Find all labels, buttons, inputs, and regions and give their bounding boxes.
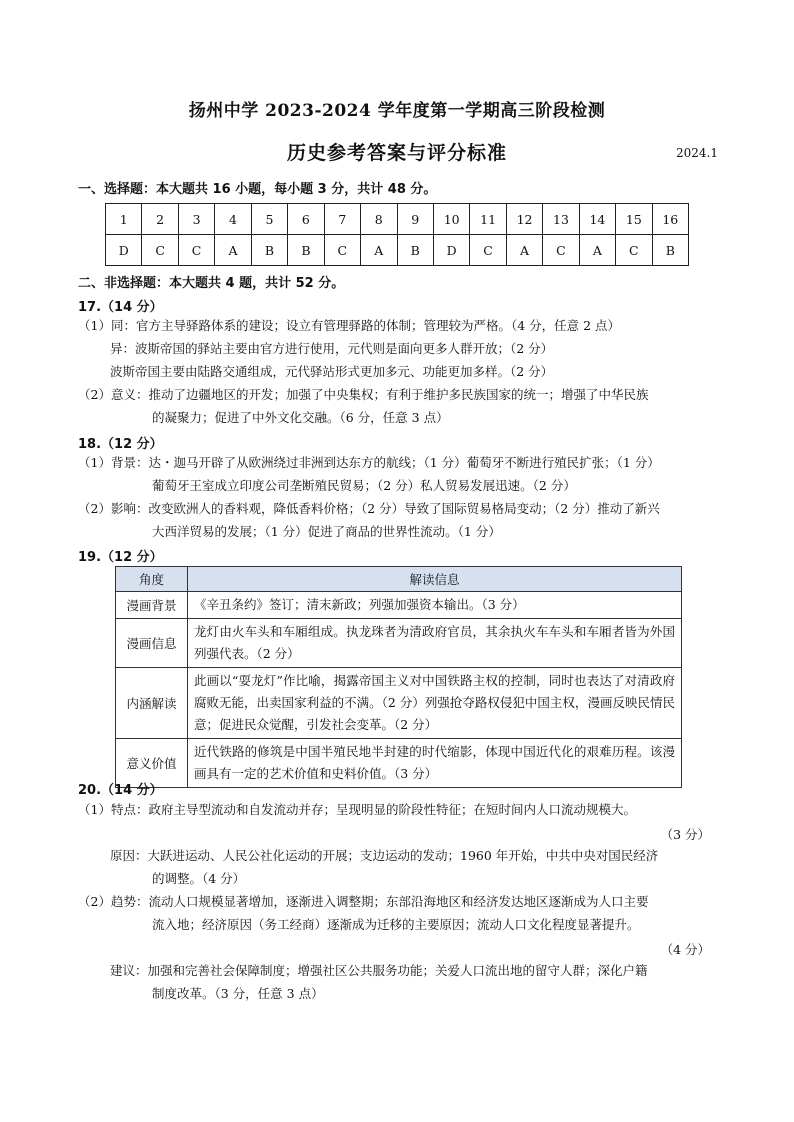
answer-cell: A: [215, 235, 251, 266]
q20-score-1: （3 分）: [660, 827, 710, 842]
answer-row: [106, 235, 689, 266]
answer-cell: B: [652, 235, 688, 266]
q17-line-4: （2）意义：推动了边疆地区的开发；加强了中央集权；有利于维护多民族国家的统一；增强了中华民族: [78, 387, 649, 402]
q17-line-3: 波斯帝国主要由陆路交通组成，元代驿站形式更加多元、功能更加多样。（2 分）: [110, 364, 554, 379]
q19-col-info: 解读信息: [188, 567, 682, 592]
q19-row-key: 内涵解读: [116, 668, 188, 739]
answer-cell: C: [142, 235, 178, 266]
question-number-cell: 13: [543, 204, 579, 235]
answer-cell: B: [397, 235, 433, 266]
q19-heading: 19.（12 分）: [78, 550, 163, 565]
answer-cell: C: [178, 235, 214, 266]
answer-cell: B: [251, 235, 287, 266]
q19-row-key: 意义价值: [116, 739, 188, 788]
table-row: [116, 668, 682, 739]
q20-score-2: （4 分）: [660, 942, 710, 957]
section2-heading: [78, 272, 344, 291]
q17-heading: 17.（14 分）: [78, 300, 163, 315]
q17-line-1: （1）同：官方主导驿路体系的建设；设立有管理驿路的体制；管理较为严格。（4 分，任意 2 点）: [78, 318, 621, 333]
section1-label: 一、选择题：: [78, 182, 157, 197]
q20-line-4: （2）趋势：流动人口规模显著增加，逐渐进入调整期；东部沿海地区和经济发达地区逐渐成为人口主要: [78, 894, 649, 909]
section2-label: 二、非选择题：: [78, 276, 170, 291]
q18-line-3: （2）影响：改变欧洲人的香料观，降低香料价格；（2 分）导致了国际贸易格局变动；（2 分）推动了新兴: [78, 501, 660, 516]
question-number-cell: 12: [506, 204, 542, 235]
question-number-cell: 4: [215, 204, 251, 235]
q20-line-6: 建议：加强和完善社会保障制度；增强社区公共服务功能；关爱人口流出地的留守人群；深化户籍: [110, 963, 648, 978]
question-number-cell: 11: [470, 204, 506, 235]
table-row: [116, 619, 682, 668]
q20-line-5: 流入地；经济原因（务工经商）逐渐成为迁移的主要原因；流动人口文化程度显著提升。: [152, 917, 640, 932]
question-number-cell: 7: [324, 204, 360, 235]
q18-line-1: （1）背景：达・迦马开辟了从欧洲绕过非洲到达东方的航线；（1 分）葡萄牙不断进行殖民扩张；（1 分）: [78, 455, 660, 470]
question-number-cell: 8: [361, 204, 397, 235]
question-number-cell: 15: [616, 204, 652, 235]
q20-line-1: （1）特点：政府主导型流动和自发流动并存；呈现明显的阶段性特征；在短时间内人口流动规模大。: [78, 802, 636, 817]
q19-col-angle: 角度: [116, 567, 188, 592]
question-number-cell: 1: [106, 204, 142, 235]
section1-heading: [78, 178, 436, 197]
question-number-cell: 14: [579, 204, 615, 235]
q19-row-value: 龙灯由火车头和车厢组成。执龙珠者为清政府官员，其余执火车车头和车厢者皆为外国列强代表。（2 分）: [188, 619, 682, 668]
q19-row-value: 近代铁路的修筑是中国半殖民地半封建的时代缩影，体现中国近代化的艰难历程。该漫画具有一定的艺术价值和史料价值。（3 分）: [188, 739, 682, 788]
q19-header-row: [116, 567, 682, 592]
question-number-cell: 3: [178, 204, 214, 235]
answer-cell: C: [543, 235, 579, 266]
q19-row-key: 漫画信息: [116, 619, 188, 668]
q20-line-7: 制度改革。（3 分，任意 3 点）: [152, 986, 324, 1001]
document-title: 扬州中学 2023-2024 学年度第一学期高三阶段检测: [188, 101, 606, 121]
document-subtitle: 历史参考答案与评分标准: [286, 142, 507, 164]
q19-answer-table: [115, 566, 682, 788]
section1-desc: 本大题共 16 小题，每小题 3 分，共计 48 分。: [156, 182, 437, 197]
answer-cell: C: [470, 235, 506, 266]
document-date: 2024.1: [676, 146, 718, 160]
q19-row-value: 《辛丑条约》签订；清末新政；列强加强资本输出。（3 分）: [188, 592, 682, 619]
section2-desc: 本大题共 4 题，共计 52 分。: [169, 276, 345, 291]
q18-heading: 18.（12 分）: [78, 437, 163, 452]
multiple-choice-answer-table: [105, 203, 689, 266]
q20-line-2: 原因：大跃进运动、人民公社化运动的开展；支边运动的发动；1960 年开始，中共中央对国民经济: [110, 848, 659, 863]
q19-row-key: 漫画背景: [116, 592, 188, 619]
question-number-cell: 2: [142, 204, 178, 235]
q17-line-2: 异：波斯帝国的驿站主要由官方进行使用，元代则是面向更多人群开放；（2 分）: [110, 341, 554, 356]
question-number-row: [106, 204, 689, 235]
q20-heading: 20.（14 分）: [78, 783, 163, 798]
answer-cell: A: [361, 235, 397, 266]
answer-cell: A: [579, 235, 615, 266]
table-row: [116, 592, 682, 619]
answer-cell: C: [616, 235, 652, 266]
q19-row-value: 此画以“耍龙灯”作比喻，揭露帝国主义对中国铁路主权的控制，同时也表达了对清政府腐败无能，出卖国家利益的不满。（2 分）列强抢夺路权侵犯中国主权，漫画反映民情民意；促进民众觉醒，引发社会变革。（2 分）: [188, 668, 682, 739]
q20-line-3: 的调整。（4 分）: [152, 871, 246, 886]
question-number-cell: 10: [433, 204, 469, 235]
question-number-cell: 6: [288, 204, 324, 235]
answer-cell: A: [506, 235, 542, 266]
question-number-cell: 16: [652, 204, 688, 235]
q17-line-5: 的凝聚力；促进了中外文化交融。（6 分，任意 3 点）: [152, 410, 449, 425]
answer-cell: B: [288, 235, 324, 266]
answer-cell: D: [433, 235, 469, 266]
question-number-cell: 5: [251, 204, 287, 235]
answer-cell: C: [324, 235, 360, 266]
q18-line-4: 大西洋贸易的发展；（1 分）促进了商品的世界性流动。（1 分）: [152, 524, 501, 539]
question-number-cell: 9: [397, 204, 433, 235]
q18-line-2: 葡萄牙王室成立印度公司垄断殖民贸易；（2 分）私人贸易发展迅速。（2 分）: [152, 478, 576, 493]
answer-cell: D: [106, 235, 142, 266]
table-row: [116, 739, 682, 788]
